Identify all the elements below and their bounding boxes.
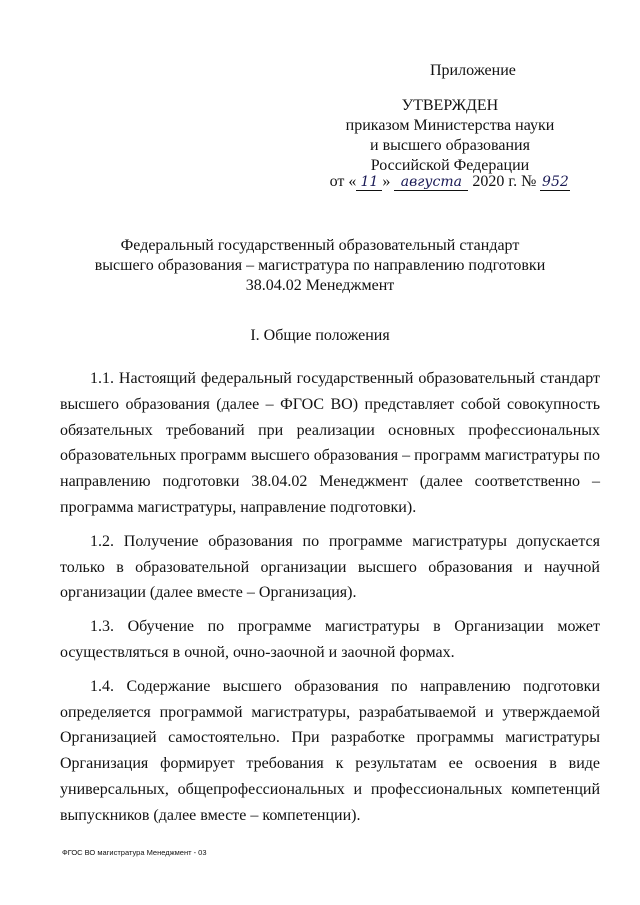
order-year: 2020 г. №	[472, 173, 537, 190]
approval-block	[300, 96, 600, 176]
order-number: 952	[542, 174, 569, 190]
section-heading: I. Общие положения	[250, 327, 390, 344]
approved-line: Российской Федерации	[370, 157, 530, 174]
annex-label: Приложение	[430, 62, 516, 79]
date-prefix: от «	[329, 173, 357, 190]
paragraph-1-1: 1.1. Настоящий федеральный государственный образовательный стандарт высшего образования (далее – ФГОС ВО) представляет собой совокупность обязательных требований при реализации основных профессиональных образовательных программ высшего образования – программ магистратуры по направлению подготовки 38.04.02 Менеджмент (далее соответственно – программа магистратуры, направление подготовки).	[60, 370, 600, 516]
paragraph-1-2: 1.2. Получение образования по программе магистратуры допускается только в образовательной организации высшего образования и научной организации (далее вместе – Организация).	[60, 532, 600, 602]
order-day: 11	[356, 174, 382, 191]
title-line: Федеральный государственный образовательный стандарт	[120, 237, 520, 254]
page-footer: ФГОС ВО магистратура Менеджмент - 03	[62, 848, 207, 857]
document-body	[60, 366, 600, 837]
title-line: высшего образования – магистратура по направлению подготовки	[94, 257, 546, 274]
date-day-close: »	[382, 173, 391, 190]
approved-line: и высшего образования	[370, 137, 530, 154]
paragraph-1-3: 1.3. Обучение по программе магистратуры в Организации может осуществляться в очной, очно-заочной и заочной формах.	[60, 618, 600, 661]
paragraph-1-4: 1.4. Содержание высшего образования по направлению подготовки определяется программой магистратуры, разрабатываемой и утверждаемой Организацией самостоятельно. При разработке программы магистратуры Организация формирует требования к результатам ее освоения в виде универсальных, общепрофессиональных и профессиональных компетенций выпускников (далее вместе – компетенции).	[60, 677, 600, 824]
document-title	[60, 236, 580, 296]
approved-label: УТВЕРЖДЕН	[401, 97, 499, 114]
order-date-line	[300, 173, 600, 191]
approved-line: приказом Министерства науки	[345, 117, 555, 134]
title-line: 38.04.02 Менеджмент	[245, 277, 395, 294]
order-month: августа	[394, 174, 468, 191]
